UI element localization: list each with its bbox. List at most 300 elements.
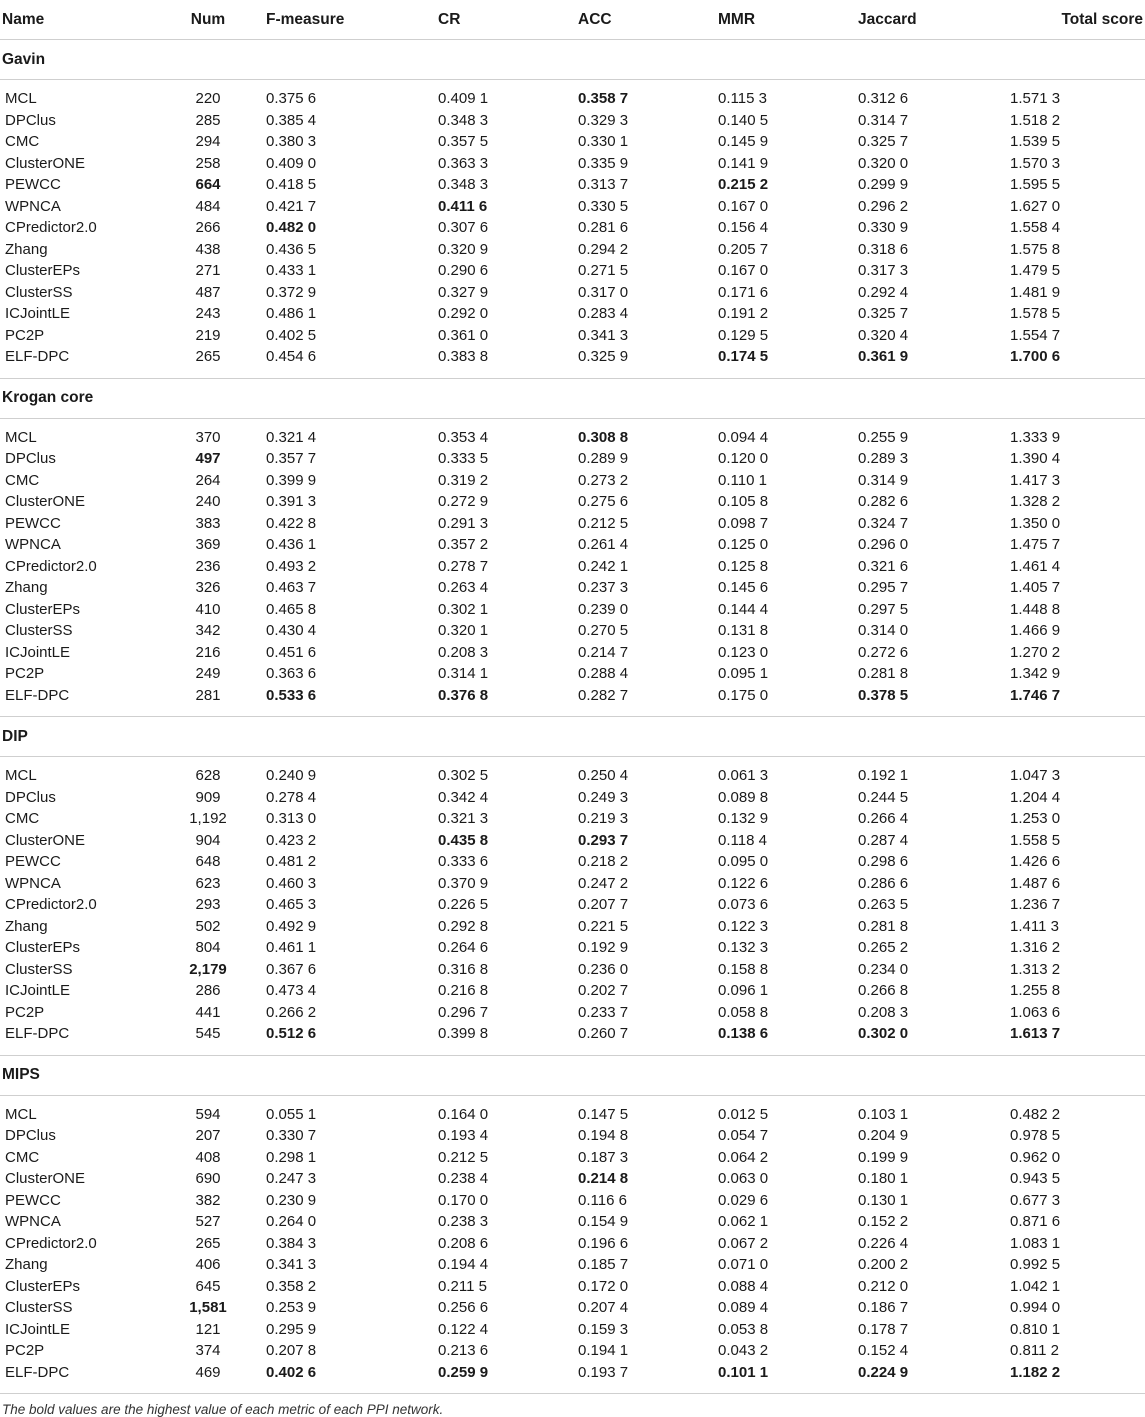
metric-cell: 0.291 3: [438, 514, 489, 532]
group-title: MIPS: [0, 1055, 1145, 1095]
method-name-cell: CPredictor2.0: [5, 896, 97, 914]
metric-cell: 1.746 7: [1010, 686, 1061, 704]
metric-cell: 1.390 4: [1010, 450, 1061, 468]
metric-cell: 1.558 4: [1010, 219, 1061, 237]
metric-cell: 1.083 1: [1010, 1234, 1061, 1252]
metric-cell: 0.239 0: [578, 600, 629, 618]
num-cell: 220: [195, 90, 221, 108]
metric-cell: 0.063 0: [718, 1170, 769, 1188]
metric-cell: 0.218 2: [578, 853, 629, 871]
table-row: [0, 1276, 1145, 1298]
table-row: [0, 196, 1145, 218]
metric-cell: 0.214 8: [578, 1170, 629, 1188]
table-row: [0, 1125, 1145, 1147]
table-body: [0, 40, 1145, 1394]
metric-cell: 0.180 1: [858, 1170, 909, 1188]
table-row: [0, 534, 1145, 556]
metric-cell: 0.212 5: [438, 1148, 489, 1166]
metric-cell: 0.321 4: [266, 428, 317, 446]
metric-cell: 0.250 4: [578, 767, 629, 785]
metric-cell: 0.871 6: [1010, 1213, 1061, 1231]
num-cell: 383: [195, 514, 221, 532]
metric-cell: 0.375 6: [266, 90, 317, 108]
method-name-cell: ClusterSS: [5, 1299, 73, 1317]
metric-cell: 0.321 3: [438, 810, 489, 828]
metric-cell: 1.063 6: [1010, 1003, 1061, 1021]
num-cell: 374: [195, 1342, 221, 1360]
method-name-cell: Zhang: [5, 240, 48, 258]
metric-cell: 0.230 9: [266, 1191, 317, 1209]
num-cell: 266: [195, 219, 221, 237]
metric-cell: 0.089 8: [718, 788, 769, 806]
method-name-cell: ClusterONE: [5, 831, 86, 849]
table-row: [0, 448, 1145, 470]
metric-cell: 1.554 7: [1010, 326, 1061, 344]
metric-cell: 0.358 7: [578, 90, 629, 108]
metric-cell: 0.281 6: [578, 219, 629, 237]
header-acc: ACC: [566, 0, 706, 40]
metric-cell: 0.185 7: [578, 1256, 629, 1274]
metric-cell: 0.208 6: [438, 1234, 489, 1252]
metric-cell: 0.249 3: [578, 788, 629, 806]
metric-cell: 0.214 7: [578, 643, 629, 661]
table-row: [0, 851, 1145, 873]
num-cell: 382: [195, 1191, 221, 1209]
num-cell: 594: [195, 1105, 221, 1123]
num-cell: 909: [195, 788, 221, 806]
metric-cell: 0.207 4: [578, 1299, 629, 1317]
metric-cell: 0.423 2: [266, 831, 317, 849]
num-cell: 408: [195, 1148, 221, 1166]
method-name-cell: PC2P: [5, 1342, 45, 1360]
num-cell: 121: [195, 1320, 221, 1338]
table-row: [0, 685, 1145, 707]
header-row: [0, 0, 1145, 40]
table-row: [0, 916, 1145, 938]
metric-cell: 0.094 4: [718, 428, 769, 446]
method-name-cell: WPNCA: [5, 874, 61, 892]
num-cell: 1,192: [189, 810, 227, 828]
metric-cell: 0.482 0: [266, 219, 317, 237]
metric-cell: 0.317 3: [858, 262, 909, 280]
metric-cell: 0.062 1: [718, 1213, 769, 1231]
num-cell: 219: [195, 326, 221, 344]
table-row: [0, 325, 1145, 347]
metric-cell: 0.122 6: [718, 874, 769, 892]
metric-cell: 0.307 6: [438, 219, 489, 237]
header-total-score: Total score: [996, 0, 1145, 40]
metric-cell: 0.132 3: [718, 939, 769, 957]
metric-cell: 0.208 3: [438, 643, 489, 661]
method-name-cell: ELF-DPC: [5, 348, 70, 366]
method-name-cell: DPClus: [5, 111, 56, 129]
method-name-cell: CMC: [5, 1148, 40, 1166]
table-row: [0, 620, 1145, 642]
metric-cell: 1.475 7: [1010, 536, 1061, 554]
num-cell: 545: [195, 1025, 221, 1043]
metric-cell: 0.196 6: [578, 1234, 629, 1252]
group-title: Gavin: [0, 40, 1145, 80]
metric-cell: 1.350 0: [1010, 514, 1061, 532]
metric-cell: 0.422 8: [266, 514, 317, 532]
metric-cell: 0.110 1: [718, 471, 767, 489]
metric-cell: 0.012 5: [718, 1105, 769, 1123]
method-name-cell: MCL: [5, 428, 37, 446]
metric-cell: 0.256 6: [438, 1299, 489, 1317]
num-cell: 410: [195, 600, 221, 618]
metric-cell: 0.234 0: [858, 960, 909, 978]
metric-cell: 0.302 5: [438, 767, 489, 785]
table-row: [0, 787, 1145, 809]
metric-cell: 0.212 5: [578, 514, 629, 532]
metric-cell: 0.264 0: [266, 1213, 317, 1231]
header-f-measure: F-measure: [256, 0, 426, 40]
metric-cell: 1.270 2: [1010, 643, 1061, 661]
metric-cell: 0.295 9: [266, 1320, 317, 1338]
metric-cell: 0.454 6: [266, 348, 317, 366]
metric-cell: 0.317 0: [578, 283, 629, 301]
metric-cell: 0.240 9: [266, 767, 317, 785]
num-cell: 294: [195, 133, 221, 151]
metric-cell: 0.207 8: [266, 1342, 317, 1360]
metric-cell: 0.122 4: [438, 1320, 489, 1338]
group-header-row: [0, 1055, 1145, 1095]
method-name-cell: ClusterEPs: [5, 1277, 81, 1295]
metric-cell: 0.320 0: [858, 154, 909, 172]
table-row: [0, 131, 1145, 153]
method-name-cell: ClusterSS: [5, 960, 73, 978]
metric-cell: 0.409 0: [266, 154, 317, 172]
method-name-cell: ELF-DPC: [5, 1363, 70, 1381]
metric-cell: 0.238 4: [438, 1170, 489, 1188]
header-name: Name: [0, 0, 160, 40]
metric-cell: 1.042 1: [1010, 1277, 1061, 1295]
metric-cell: 0.211 5: [438, 1277, 487, 1295]
metric-cell: 0.278 7: [438, 557, 489, 575]
num-cell: 369: [195, 536, 221, 554]
metric-cell: 1.236 7: [1010, 896, 1061, 914]
metric-cell: 0.978 5: [1010, 1127, 1061, 1145]
table-row: [0, 1147, 1145, 1169]
metric-cell: 0.263 4: [438, 579, 489, 597]
method-name-cell: ClusterEPs: [5, 262, 81, 280]
num-cell: 286: [195, 982, 221, 1000]
metric-cell: 0.677 3: [1010, 1191, 1061, 1209]
method-name-cell: ELF-DPC: [5, 686, 70, 704]
metric-cell: 0.312 6: [858, 90, 909, 108]
metric-cell: 0.088 4: [718, 1277, 769, 1295]
metric-cell: 0.043 2: [718, 1342, 769, 1360]
method-name-cell: DPClus: [5, 788, 56, 806]
metric-cell: 0.296 2: [858, 197, 909, 215]
metric-cell: 0.481 2: [266, 853, 317, 871]
header-mmr: MMR: [706, 0, 846, 40]
header-num: Num: [160, 0, 256, 40]
metric-cell: 0.029 6: [718, 1191, 769, 1209]
metric-cell: 0.171 6: [718, 283, 769, 301]
metric-cell: 0.266 8: [858, 982, 909, 1000]
metric-cell: 0.290 6: [438, 262, 489, 280]
table-row: [0, 894, 1145, 916]
metric-cell: 0.266 2: [266, 1003, 317, 1021]
metric-cell: 0.292 0: [438, 305, 489, 323]
num-cell: 258: [195, 154, 221, 172]
metric-cell: 1.426 6: [1010, 853, 1061, 871]
metric-cell: 0.994 0: [1010, 1299, 1061, 1317]
metric-cell: 0.314 9: [858, 471, 909, 489]
metric-cell: 0.283 4: [578, 305, 629, 323]
metric-cell: 0.320 1: [438, 622, 489, 640]
metric-cell: 0.247 2: [578, 874, 629, 892]
metric-cell: 0.053 8: [718, 1320, 769, 1338]
num-cell: 281: [195, 686, 221, 704]
method-name-cell: MCL: [5, 90, 37, 108]
metric-cell: 0.361 0: [438, 326, 489, 344]
metric-cell: 1.466 9: [1010, 622, 1061, 640]
metric-cell: 0.385 4: [266, 111, 317, 129]
metric-cell: 0.330 7: [266, 1127, 317, 1145]
table-row: [0, 830, 1145, 852]
metric-cell: 0.314 7: [858, 111, 909, 129]
metric-cell: 0.292 4: [858, 283, 909, 301]
table-row: [0, 1340, 1145, 1362]
metric-cell: 0.125 0: [718, 536, 769, 554]
metric-cell: 0.158 8: [718, 960, 769, 978]
metric-cell: 0.335 9: [578, 154, 629, 172]
num-cell: 438: [195, 240, 221, 258]
metric-cell: 0.200 2: [858, 1256, 909, 1274]
metric-cell: 0.172 0: [578, 1277, 629, 1295]
metric-cell: 0.383 8: [438, 348, 489, 366]
metric-cell: 1.255 8: [1010, 982, 1061, 1000]
metric-cell: 0.436 5: [266, 240, 317, 258]
metric-cell: 0.348 3: [438, 176, 489, 194]
metric-cell: 0.118 4: [718, 831, 767, 849]
metric-cell: 0.341 3: [266, 1256, 317, 1274]
metric-cell: 0.233 7: [578, 1003, 629, 1021]
metric-cell: 0.204 9: [858, 1127, 909, 1145]
metric-cell: 0.115 3: [718, 90, 767, 108]
method-name-cell: ClusterONE: [5, 154, 86, 172]
metric-cell: 0.324 7: [858, 514, 909, 532]
method-name-cell: CPredictor2.0: [5, 219, 97, 237]
metric-cell: 0.333 6: [438, 853, 489, 871]
metric-cell: 0.152 4: [858, 1342, 909, 1360]
table-row: [0, 1297, 1145, 1319]
table-row: [0, 599, 1145, 621]
method-name-cell: PC2P: [5, 326, 45, 344]
metric-cell: 0.296 7: [438, 1003, 489, 1021]
table-row: [0, 491, 1145, 513]
metric-cell: 0.293 7: [578, 831, 629, 849]
metric-cell: 0.512 6: [266, 1025, 317, 1043]
metric-cell: 0.263 5: [858, 896, 909, 914]
footnote: The bold values are the highest value of each metric of each PPI network.: [2, 1402, 444, 1417]
num-cell: 249: [195, 665, 221, 683]
num-cell: 207: [195, 1127, 221, 1145]
metric-cell: 1.479 5: [1010, 262, 1061, 280]
metric-cell: 0.333 5: [438, 450, 489, 468]
metric-cell: 0.463 7: [266, 579, 317, 597]
table-row: [0, 765, 1145, 787]
num-cell: 236: [195, 557, 221, 575]
metric-cell: 0.213 6: [438, 1342, 489, 1360]
metric-cell: 1.487 6: [1010, 874, 1061, 892]
metric-cell: 0.095 0: [718, 853, 769, 871]
metric-cell: 0.253 9: [266, 1299, 317, 1317]
metric-cell: 0.194 8: [578, 1127, 629, 1145]
metric-cell: 0.089 4: [718, 1299, 769, 1317]
metric-cell: 1.411 3: [1010, 917, 1059, 935]
metric-cell: 0.174 5: [718, 348, 769, 366]
method-name-cell: MCL: [5, 1105, 37, 1123]
metric-cell: 0.325 7: [858, 133, 909, 151]
metric-cell: 0.105 8: [718, 493, 769, 511]
metric-cell: 0.473 4: [266, 982, 317, 1000]
table-row: [0, 1362, 1145, 1384]
method-name-cell: ELF-DPC: [5, 1025, 70, 1043]
num-cell: 527: [195, 1213, 221, 1231]
num-cell: 265: [195, 1234, 221, 1252]
metric-cell: 0.376 8: [438, 686, 489, 704]
metric-cell: 0.329 3: [578, 111, 629, 129]
metric-cell: 0.278 4: [266, 788, 317, 806]
metric-cell: 0.281 8: [858, 665, 909, 683]
metric-cell: 0.308 8: [578, 428, 629, 446]
metric-cell: 1.047 3: [1010, 767, 1061, 785]
method-name-cell: PEWCC: [5, 1191, 61, 1209]
method-name-cell: Zhang: [5, 1256, 48, 1274]
metric-cell: 1.570 3: [1010, 154, 1061, 172]
metric-cell: 1.417 3: [1010, 471, 1061, 489]
table-row: [0, 1002, 1145, 1024]
num-cell: 243: [195, 305, 221, 323]
method-name-cell: CPredictor2.0: [5, 557, 97, 575]
table-row: [0, 1023, 1145, 1045]
metric-cell: 0.219 3: [578, 810, 629, 828]
num-cell: 502: [195, 917, 221, 935]
method-name-cell: ClusterSS: [5, 622, 73, 640]
metric-cell: 0.320 4: [858, 326, 909, 344]
metric-cell: 0.055 1: [266, 1105, 317, 1123]
group-header-row: [0, 378, 1145, 418]
method-name-cell: Zhang: [5, 579, 48, 597]
table-row: [0, 153, 1145, 175]
header-jaccard: Jaccard: [846, 0, 996, 40]
metric-cell: 0.145 9: [718, 133, 769, 151]
metric-cell: 1.204 4: [1010, 788, 1061, 806]
metric-cell: 0.313 7: [578, 176, 629, 194]
metric-cell: 0.130 1: [858, 1191, 909, 1209]
metric-cell: 0.178 7: [858, 1320, 909, 1338]
metric-cell: 0.330 1: [578, 133, 629, 151]
metric-cell: 0.207 7: [578, 896, 629, 914]
metric-cell: 0.141 9: [718, 154, 769, 172]
metric-cell: 0.154 9: [578, 1213, 629, 1231]
metric-cell: 0.282 7: [578, 686, 629, 704]
metric-cell: 0.264 6: [438, 939, 489, 957]
metric-cell: 0.399 8: [438, 1025, 489, 1043]
metric-cell: 0.492 9: [266, 917, 317, 935]
metric-cell: 1.571 3: [1010, 90, 1061, 108]
table-row: [0, 513, 1145, 535]
metric-cell: 1.342 9: [1010, 665, 1061, 683]
num-cell: 904: [195, 831, 221, 849]
metric-cell: 0.261 4: [578, 536, 629, 554]
metric-cell: 0.289 3: [858, 450, 909, 468]
metric-cell: 1.313 2: [1010, 960, 1061, 978]
method-name-cell: CMC: [5, 133, 40, 151]
metric-cell: 0.096 1: [718, 982, 769, 1000]
method-name-cell: PEWCC: [5, 176, 61, 194]
metric-cell: 0.237 3: [578, 579, 629, 597]
metric-cell: 0.186 7: [858, 1299, 909, 1317]
metric-cell: 0.271 5: [578, 262, 629, 280]
table-row: [0, 1319, 1145, 1341]
metric-cell: 0.302 0: [858, 1025, 909, 1043]
metric-cell: 1.481 9: [1010, 283, 1061, 301]
metric-cell: 0.357 5: [438, 133, 489, 151]
metric-cell: 0.273 2: [578, 471, 629, 489]
metric-cell: 0.421 7: [266, 197, 317, 215]
metric-cell: 0.461 1: [266, 939, 317, 957]
metric-cell: 0.194 4: [438, 1256, 489, 1274]
table-row: [0, 1190, 1145, 1212]
num-cell: 265: [195, 348, 221, 366]
group-spacer: [0, 757, 1145, 766]
metric-cell: 0.378 5: [858, 686, 909, 704]
metric-cell: 0.071 0: [718, 1256, 769, 1274]
metric-cell: 0.193 7: [578, 1363, 629, 1381]
metric-cell: 1.578 5: [1010, 305, 1061, 323]
metric-cell: 0.270 5: [578, 622, 629, 640]
num-cell: 484: [195, 197, 221, 215]
table-row: [0, 110, 1145, 132]
table-row: [0, 1104, 1145, 1126]
method-name-cell: PEWCC: [5, 514, 61, 532]
metric-cell: 0.409 1: [438, 90, 489, 108]
method-name-cell: ICJointLE: [5, 305, 71, 323]
num-cell: 690: [195, 1170, 221, 1188]
metric-cell: 1.316 2: [1010, 939, 1061, 957]
metric-cell: 0.170 0: [438, 1191, 489, 1209]
metric-cell: 0.341 3: [578, 326, 629, 344]
metric-cell: 0.122 3: [718, 917, 769, 935]
metric-cell: 0.125 8: [718, 557, 769, 575]
num-cell: 216: [195, 643, 221, 661]
metric-cell: 0.191 2: [718, 305, 769, 323]
metric-cell: 0.244 5: [858, 788, 909, 806]
num-cell: 441: [195, 1003, 221, 1021]
metric-cell: 1.627 0: [1010, 197, 1061, 215]
metric-cell: 0.292 8: [438, 917, 489, 935]
metric-cell: 0.156 4: [718, 219, 769, 237]
metric-cell: 0.272 9: [438, 493, 489, 511]
group-title: DIP: [0, 717, 1145, 757]
num-cell: 326: [195, 579, 221, 597]
group-spacer: [0, 1095, 1145, 1104]
metric-cell: 0.298 1: [266, 1148, 317, 1166]
metric-cell: 1.253 0: [1010, 810, 1061, 828]
method-name-cell: CMC: [5, 810, 40, 828]
metric-cell: 0.358 2: [266, 1277, 317, 1295]
metric-cell: 0.192 1: [858, 767, 909, 785]
metric-cell: 0.460 3: [266, 874, 317, 892]
num-cell: 469: [195, 1363, 221, 1381]
method-name-cell: ClusterEPs: [5, 600, 81, 618]
metric-cell: 0.138 6: [718, 1025, 769, 1043]
metric-cell: 0.167 0: [718, 262, 769, 280]
